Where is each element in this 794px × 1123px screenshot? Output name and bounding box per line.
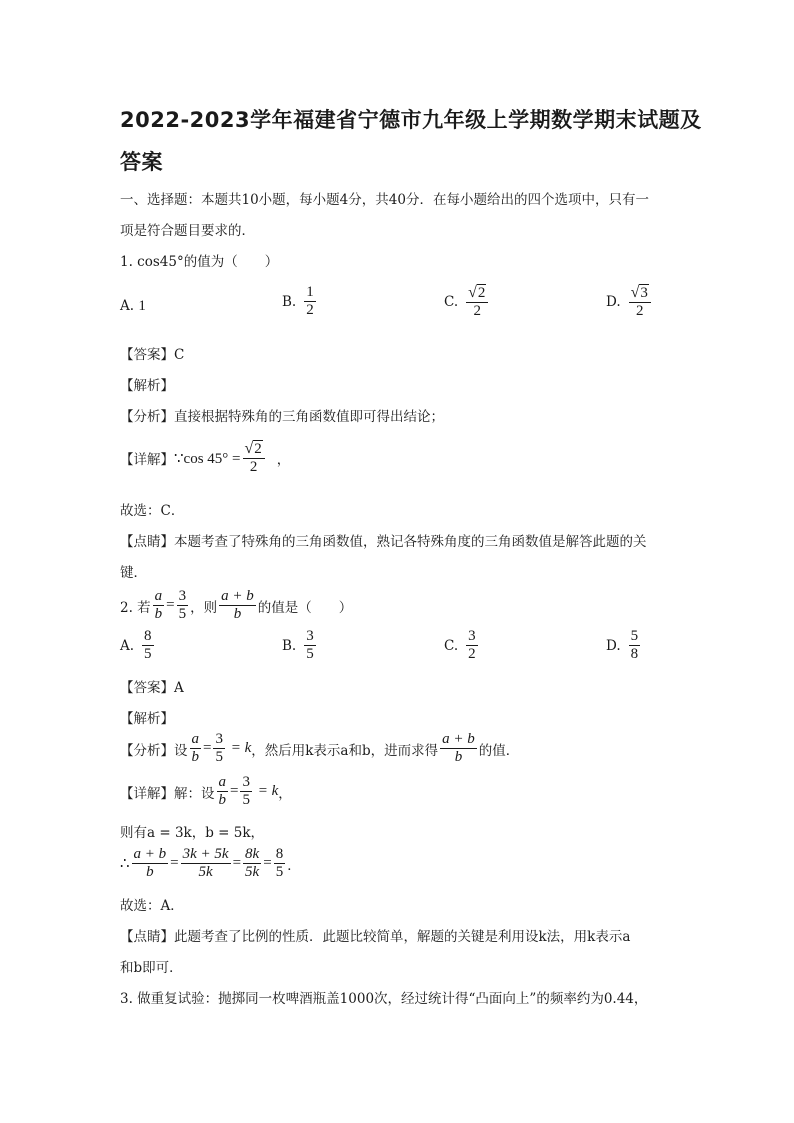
numerator: √ 2 [243, 440, 265, 459]
fenxi-suffix: 的值． [478, 742, 520, 759]
q2-fenxi: 【分析】 设 $\frac{a}{b}$ = $\frac{3}{5}$ = k ，然后用k表示a和b，进而求得 $\frac{a + b}{b}$ 的值． [120, 731, 520, 765]
numerator: a + b [133, 846, 167, 862]
fenxi-prefix: 设 [174, 742, 188, 759]
radicand: 3 [640, 285, 648, 301]
denominator: b [154, 606, 163, 622]
q2-then-line: 则有a = 3k，b = 5k， [120, 825, 265, 841]
denominator: 5 [178, 606, 187, 622]
fenxi-tag: 【分析】 [120, 742, 174, 759]
denominator: 2 [636, 303, 644, 319]
fraction [243, 846, 261, 881]
fraction [440, 731, 477, 766]
q2-detail: 【详解】 解：设 $\frac{a}{b}$ = $\frac{3}{5}$ = k ， [120, 774, 292, 808]
question-2-stem [120, 588, 352, 623]
fraction [181, 846, 231, 881]
comment-tag: 【点睛】 [120, 929, 174, 945]
fraction [304, 628, 316, 663]
q2-option-d [606, 628, 642, 663]
option-label: D. [606, 637, 621, 654]
q1-choose: 故选：C． [120, 503, 185, 519]
comment-text: 此题考查了比例的性质．此题比较简单，解题的关键是利用设k法，用k表示a [174, 929, 631, 945]
q1-answer [120, 343, 184, 363]
q1-option-c [444, 284, 490, 320]
equals-sign: = [232, 855, 242, 871]
option-label: A. [120, 637, 135, 654]
numerator: 8k [245, 846, 260, 862]
stem-prefix: 2. 若 [120, 599, 151, 616]
answer-value: A [174, 680, 184, 696]
document-title-line-1: 2022-2023学年福建省宁德市九年级上学期数学期末试题及 [120, 108, 702, 132]
q1-analysis-tag: 【解析】 [120, 378, 174, 394]
denominator: 2 [306, 302, 314, 318]
document-title-line-2: 答案 [120, 150, 163, 174]
question-1-stem: 1. cos45°的值为（ ） [120, 254, 279, 270]
q2-calculation: ∴ $\frac{a + b}{b}$ = $\frac{3k + 5k}{5k}$ = $\frac{8k}{5k}$ = $\frac{8}{5}$ ． [120, 846, 301, 880]
q1-option-d [606, 284, 653, 320]
q1-option-a [120, 298, 146, 315]
numerator: 1 [306, 284, 314, 300]
denominator: b [191, 749, 199, 765]
equals-sign: = [203, 740, 212, 756]
detail-expression: ∵cos 45° = [174, 450, 241, 467]
q2-comment-line-1 [120, 925, 630, 945]
fraction [243, 440, 265, 476]
denominator: 5 [306, 646, 314, 662]
numerator: a + b [442, 731, 475, 747]
option-label: B. [282, 293, 297, 310]
option-label: A. [120, 298, 135, 314]
option-value: 1 [138, 298, 146, 314]
fraction [629, 284, 651, 320]
option-label: C. [444, 294, 459, 310]
q2-option-c [444, 628, 480, 663]
q2-analysis-tag: 【解析】 [120, 711, 174, 727]
numerator: 3 [215, 731, 223, 747]
denominator: 5 [144, 646, 152, 662]
fenxi-text: 直接根据特殊角的三角函数值即可得出结论； [174, 409, 444, 425]
fraction [213, 731, 225, 766]
denominator: 8 [630, 646, 639, 662]
numerator: a [218, 774, 226, 790]
q2-choose: 故选：A． [120, 898, 184, 914]
detail-tag: 【详解】 [120, 785, 174, 802]
stem-mid: ，则 [190, 599, 218, 616]
numerator: 8 [144, 628, 152, 644]
q1-option-b [282, 284, 318, 319]
fraction [153, 588, 165, 623]
fraction [142, 628, 154, 663]
denominator: 2 [249, 459, 258, 475]
denominator: 5 [275, 864, 284, 880]
detail-suffix: ， [276, 452, 291, 468]
comment-text: 本题考查了特殊角的三角函数值，熟记各特殊角度的三角函数值是解答此题的关 [174, 534, 647, 550]
fenxi-tag: 【分析】 [120, 409, 174, 425]
fraction [466, 628, 478, 663]
fraction [274, 846, 286, 881]
fraction [240, 774, 252, 809]
numerator: √ 2 [466, 284, 488, 303]
answer-value: C [174, 347, 185, 363]
fraction [466, 284, 488, 320]
detail-suffix: ， [278, 785, 292, 802]
denominator: 2 [473, 303, 482, 319]
q1-comment-line-1 [120, 530, 647, 550]
fraction [190, 731, 202, 766]
denominator: 5k [198, 864, 213, 880]
numerator: 3k + 5k [182, 846, 229, 862]
fraction [177, 588, 189, 623]
answer-tag: 【答案】 [120, 347, 174, 363]
stem-suffix: 的值是（ ） [257, 599, 353, 616]
equals-sign: = [170, 855, 179, 871]
detail-tag: 【详解】 [120, 452, 174, 468]
section-intro-line-2: 项是符合题目要求的． [120, 223, 255, 239]
denominator: b [146, 864, 154, 880]
q2-comment-line-2: 和b即可． [120, 960, 183, 976]
denominator: 2 [468, 646, 476, 662]
denominator: b [454, 749, 463, 765]
numerator: 5 [630, 628, 639, 644]
equals-sign: = [263, 855, 272, 871]
denominator: b [233, 606, 242, 622]
q1-fenxi [120, 405, 444, 425]
therefore-symbol: ∴ [120, 856, 130, 872]
answer-tag: 【答案】 [120, 680, 174, 696]
denominator: b [218, 792, 226, 808]
fraction [217, 774, 229, 809]
numerator: 3 [306, 628, 314, 644]
fraction [219, 588, 256, 623]
denominator: 5 [242, 792, 250, 808]
fenxi-mid: ，然后用k表示a和b，进而求得 [251, 742, 439, 759]
q2-answer [120, 676, 184, 696]
numerator: a [191, 731, 199, 747]
option-label: B. [282, 637, 297, 654]
fraction [629, 628, 641, 663]
numerator: a [154, 588, 163, 604]
q1-detail [120, 440, 290, 476]
fraction [304, 284, 316, 319]
q2-option-b [282, 628, 318, 663]
radicand: 2 [477, 285, 486, 301]
question-3-stem: 3. 做重复试验：抛掷同一枚啤酒瓶盖1000次，经过统计得“凸面向上”的频率约为0.44， [120, 991, 648, 1007]
numerator: √ 3 [629, 284, 651, 303]
numerator: 8 [275, 846, 284, 862]
numerator: 3 [178, 588, 187, 604]
denominator: 5 [215, 749, 223, 765]
comment-tag: 【点睛】 [120, 534, 174, 550]
detail-prefix: 解：设 [174, 785, 215, 802]
numerator: 3 [468, 628, 476, 644]
q2-option-a [120, 628, 156, 663]
equals-sign: = [230, 783, 239, 799]
option-label: D. [606, 294, 621, 310]
q1-comment-line-2: 键． [120, 565, 147, 581]
equals-sign: = [166, 597, 175, 613]
option-label: C. [444, 637, 459, 654]
section-intro-line-1: 一、选择题：本题共10小题，每小题4分，共40分．在每小题给出的四个选项中，只有一 [120, 192, 649, 208]
denominator: 5k [245, 864, 260, 880]
numerator: 3 [242, 774, 250, 790]
radicand: 2 [254, 441, 262, 457]
fraction [132, 846, 169, 881]
numerator: a + b [221, 588, 254, 604]
